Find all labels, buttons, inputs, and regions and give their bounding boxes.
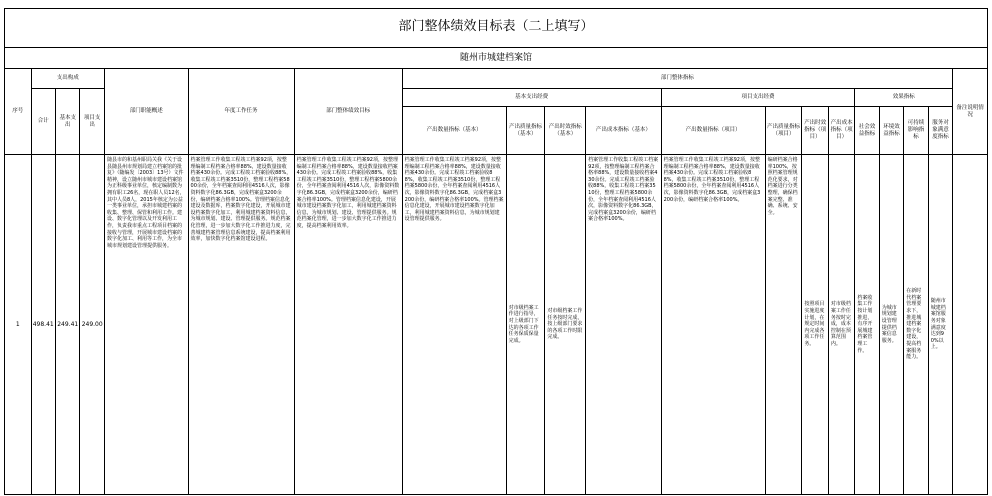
- form: [4, 8, 988, 496]
- seq-header: 序号: [5, 69, 32, 155]
- time-project-cell: 按照项目实施进度计划，在规定时间内完成各项工作任务。: [802, 155, 829, 495]
- quality-project-cell: 编研档案合格率100%，按照档案管理规范化要求，对档案进行分类整理，确保档案完整、准确、系统、安全。: [765, 155, 802, 495]
- duty-header: 部门职能概述: [104, 69, 188, 155]
- social-header: 社会效益指标: [855, 107, 879, 155]
- cost-project-header: 产出成本指标（项目）: [828, 107, 855, 155]
- duty-cell: 随县市的和基州职局关我《关于设县随县州市规划局建立档案馆的批复》（随编发〔2003〕13号）文件精神，设立随州市城市建设档案馆为正科级事业单位，核定编制数为拥有职工26名，现在职人员12名，其中人员8人，2015年核定为公益一类事业单位，承担市城建档案的收集、整理、保管和利用工作。建设、数字化管理以及开发利用工作，负责我市重点工程项目档案的接收与管理，开展城市建设档案的数字化加工、利用等工作，为全市城市规划建设管理提供服务。: [104, 155, 188, 495]
- indicators-header: 部门整体指标: [402, 69, 953, 89]
- cost-basic-cell: 档案管理工作收集工程竣工档案92项，按整理编制工程档案合格率88%，建设数量接收档案430余份。完成工程竣工档案验收88%，收集工程竣工档案3510份，整理工程档案5800余份，全年档案查阅利用4516人次，影像资料数字化86.3GB，完成档案盒3200余份，编研档案合格率100%。: [586, 155, 661, 495]
- basic-fund-header: 基本支出经费: [402, 89, 661, 107]
- unit-name: 随州市城建档案馆: [4, 48, 988, 68]
- quality-basic-cell: 对市级档案工作进行指导，对上级部门下达的各项工作任务保质保量完成。: [506, 155, 545, 495]
- quality-project-header: 产出质量指标（项目）: [765, 107, 802, 155]
- satisfaction-cell: 随州市城建档案馆服务对象满意度达到90%以上。: [928, 155, 952, 495]
- project-header: 项目支出: [80, 89, 105, 155]
- env-cell: 为城市规划建设管理提供档案信息服务。: [879, 155, 903, 495]
- sustain-header: 可持续影响指标: [904, 107, 928, 155]
- quality-basic-header: 产出质量指标（基本）: [506, 107, 545, 155]
- goal-table: [4, 68, 988, 495]
- sustain-cell: 在新时代档案管理要求下，推进城建档案数字化建设，提高档案服务能力。: [904, 155, 928, 495]
- note-cell: [953, 155, 988, 495]
- env-header: 环境效益指标: [879, 107, 903, 155]
- note-header: 备注说明情况: [953, 69, 988, 155]
- project-fund-header: 项目支出经费: [661, 89, 855, 107]
- cost-basic-header: 产出成本指标（基本）: [586, 107, 661, 155]
- project-cell: 249.00: [80, 155, 105, 495]
- social-cell: 档案收集工作按计划推进，有序开展城建档案管理工作。: [855, 155, 879, 495]
- total-cell: 498.41: [31, 155, 55, 495]
- fund-group-header: 支出构成: [31, 69, 104, 89]
- time-project-header: 产出时效指标（项目）: [802, 107, 829, 155]
- output-basic-header: 产出数量指标（基本）: [402, 107, 506, 155]
- time-basic-cell: 对市级档案工作任务按时完成，按上级部门要求的各项工作时限完成。: [545, 155, 586, 495]
- output-project-header: 产出数量指标（项目）: [661, 107, 765, 155]
- overall-goal-cell: 档案管理工作收集工程竣工档案92项，按整理编制工程档案合格率88%，建设数量接收档案430余份。完成工程竣工档案验收88%，收集工程竣工档案3510份，整理工程档案5800余份，全年档案查阅利用4516人次，影像资料数字化86.3GB，完成档案盒3200余份，编研档案合格率100%。管理档案信息化建设，开展城市建设档案数字化加工，利用城建档案资料信息，为城市规划、建设、管理提供服务。规范档案化管理，进一步加大数字化工作推进力度，提高档案利用效率。: [294, 155, 402, 495]
- table-row: [5, 155, 988, 495]
- cost-project-cell: 对市级档案工作任务按时完成，成本控制在预算范围内。: [828, 155, 855, 495]
- output-project-cell: 档案管理工作收集工程竣工档案92项，按整理编制工程档案合格率88%，建设数量接收档案430余份。完成工程竣工档案验收88%，收集工程竣工档案3510份，整理工程档案5800余份，全年档案查阅利用4516人次，影像资料数字化86.3GB，完成档案盒3200余份，编研档案合格率100%。: [661, 155, 765, 495]
- basic-cell: 249.41: [55, 155, 79, 495]
- basic-header: 基本支出: [55, 89, 79, 155]
- overall-goal-header: 部门整体绩效目标: [294, 69, 402, 155]
- output-basic-cell: 档案管理工作收集工程竣工档案92项，按整理编制工程档案合格率88%，建设数量接收档案430余份。完成工程竣工档案验收88%，收集工程竣工档案3510份，整理工程档案5800余份，全年档案查阅利用4516人次，影像资料数字化86.3GB，完成档案盒3200余份，编研档案合格率100%。管理档案信息化建设，开展城市建设档案数字化加工，利用城建档案资料信息，为城市规划建设管理提供服务。: [402, 155, 506, 495]
- annual-task-header: 年度工作任务: [188, 69, 294, 155]
- satisfaction-header: 服务对象满意度指标: [928, 107, 952, 155]
- seq-cell: 1: [5, 155, 32, 495]
- annual-task-cell: 档案管理工作收集工程竣工档案92项，按整理编制工程档案合格率88%，建设数量接收档案430余份。完成工程竣工档案验收88%，收集工程竣工档案3510份，整理工程档案5800余份，全年档案查阅利用4516人次，影像资料数字化86.3GB，完成档案盒3200余份，编研档案合格率100%。管理档案信息化建设及数据库，档案数字化建设，开展城市建设档案数字化加工，利用城建档案资料信息，为城市规划、建设、管理提供服务。规范档案化管理，进一步加大数字化工作推进力度，完善城建档案管理信息系统建设，提高档案利用效率，加快数字化档案馆建设进程。: [188, 155, 294, 495]
- total-header: 合计: [31, 89, 55, 155]
- page-title: 部门整体绩效目标表（二上填写）: [4, 8, 988, 48]
- time-basic-header: 产出时效指标（基本）: [545, 107, 586, 155]
- effect-header: 效果指标: [855, 89, 953, 107]
